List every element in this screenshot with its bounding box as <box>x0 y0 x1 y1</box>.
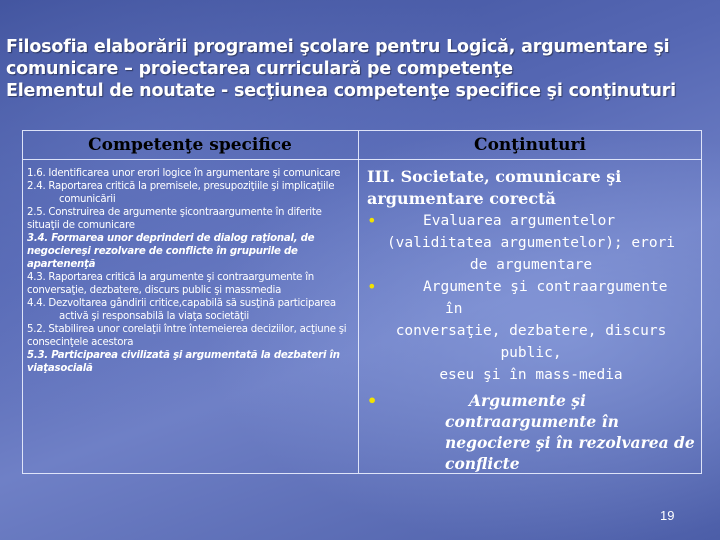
continut-text: de argumentare <box>469 257 593 273</box>
competenta-item: comunicării <box>59 194 116 205</box>
title-line-2: comunicare – proiectarea curriculară pe competenţe <box>6 59 513 79</box>
competenta-item: 5.2. Stabilirea unor corelaţii între întemeierea deciziilor, acţiune şi consecinţele acestora <box>27 324 347 348</box>
competenta-item: 2.5. Construirea de argumente şicontraargumente în diferite situaţii de comunicare <box>27 207 322 231</box>
competenta-item: activă şi responsabilă la viaţa societăţii <box>59 311 249 322</box>
continut-item-3 <box>365 390 697 411</box>
competente-list <box>27 167 355 375</box>
competenta-item: 4.4. Dezvoltarea gândirii critice,capabilă să susţină participarea <box>27 298 336 309</box>
competenta-item: 4.3. Raportarea critică la argumente şi contraargumente în conversaţie, dezbatere, discurs public şi massmedia <box>27 272 314 296</box>
continuturi-list <box>365 166 697 474</box>
continut-text: în <box>445 301 463 317</box>
continut-text: contraargumente în <box>445 412 619 431</box>
page-number: 19 <box>660 508 675 523</box>
competenta-item: 2.4. Raportarea critică la premisele, presupoziţiile şi implicaţiile <box>27 181 335 192</box>
continut-text: Argumente şi contraargumente <box>423 279 668 295</box>
continut-text: eseu şi în mass-media <box>439 367 623 383</box>
header-continuturi: Conţinuturi <box>474 135 586 155</box>
slide-title <box>6 36 714 102</box>
bullet-icon: • <box>367 277 377 296</box>
continut-text: Argumente şi <box>469 391 586 410</box>
competenta-item: 1.6. Identificarea unor erori logice în argumentare şi comunicare <box>27 168 341 179</box>
continut-text: (validitatea argumentelor); erori <box>386 235 676 251</box>
header-divider <box>23 159 701 160</box>
header-competente: Competenţe specifice <box>88 135 292 155</box>
continut-text: conversaţie, dezbatere, discurs public, <box>395 323 667 361</box>
title-line-3: Elementul de noutate - secţiunea competenţe specifice şi conţinuturi <box>6 81 676 101</box>
competenta-item: 5.3. Participarea civilizată şi argumentată la dezbateri în viaţasocială <box>27 350 340 374</box>
continut-item-1 <box>365 210 697 232</box>
title-line-1: Filosofia elaborării programei şcolare pentru Logică, argumentare şi <box>6 37 670 57</box>
continut-heading: III. Societate, comunicare şi argumentare corectă <box>367 167 622 208</box>
content-table <box>22 130 702 474</box>
continut-text: Evaluarea argumentelor <box>423 213 616 229</box>
column-divider <box>358 131 359 473</box>
competenta-item: 3.4. Formarea unor deprinderi de dialog raţional, de negociereşi rezolvare de conflicte în grupurile de apartenenţă <box>27 233 315 270</box>
bullet-icon: • <box>367 211 377 230</box>
continut-text: conflicte <box>445 454 520 473</box>
continut-item-2 <box>365 276 697 298</box>
continut-text: negociere şi în rezolvarea de <box>445 433 695 452</box>
bullet-icon: • <box>367 391 378 410</box>
